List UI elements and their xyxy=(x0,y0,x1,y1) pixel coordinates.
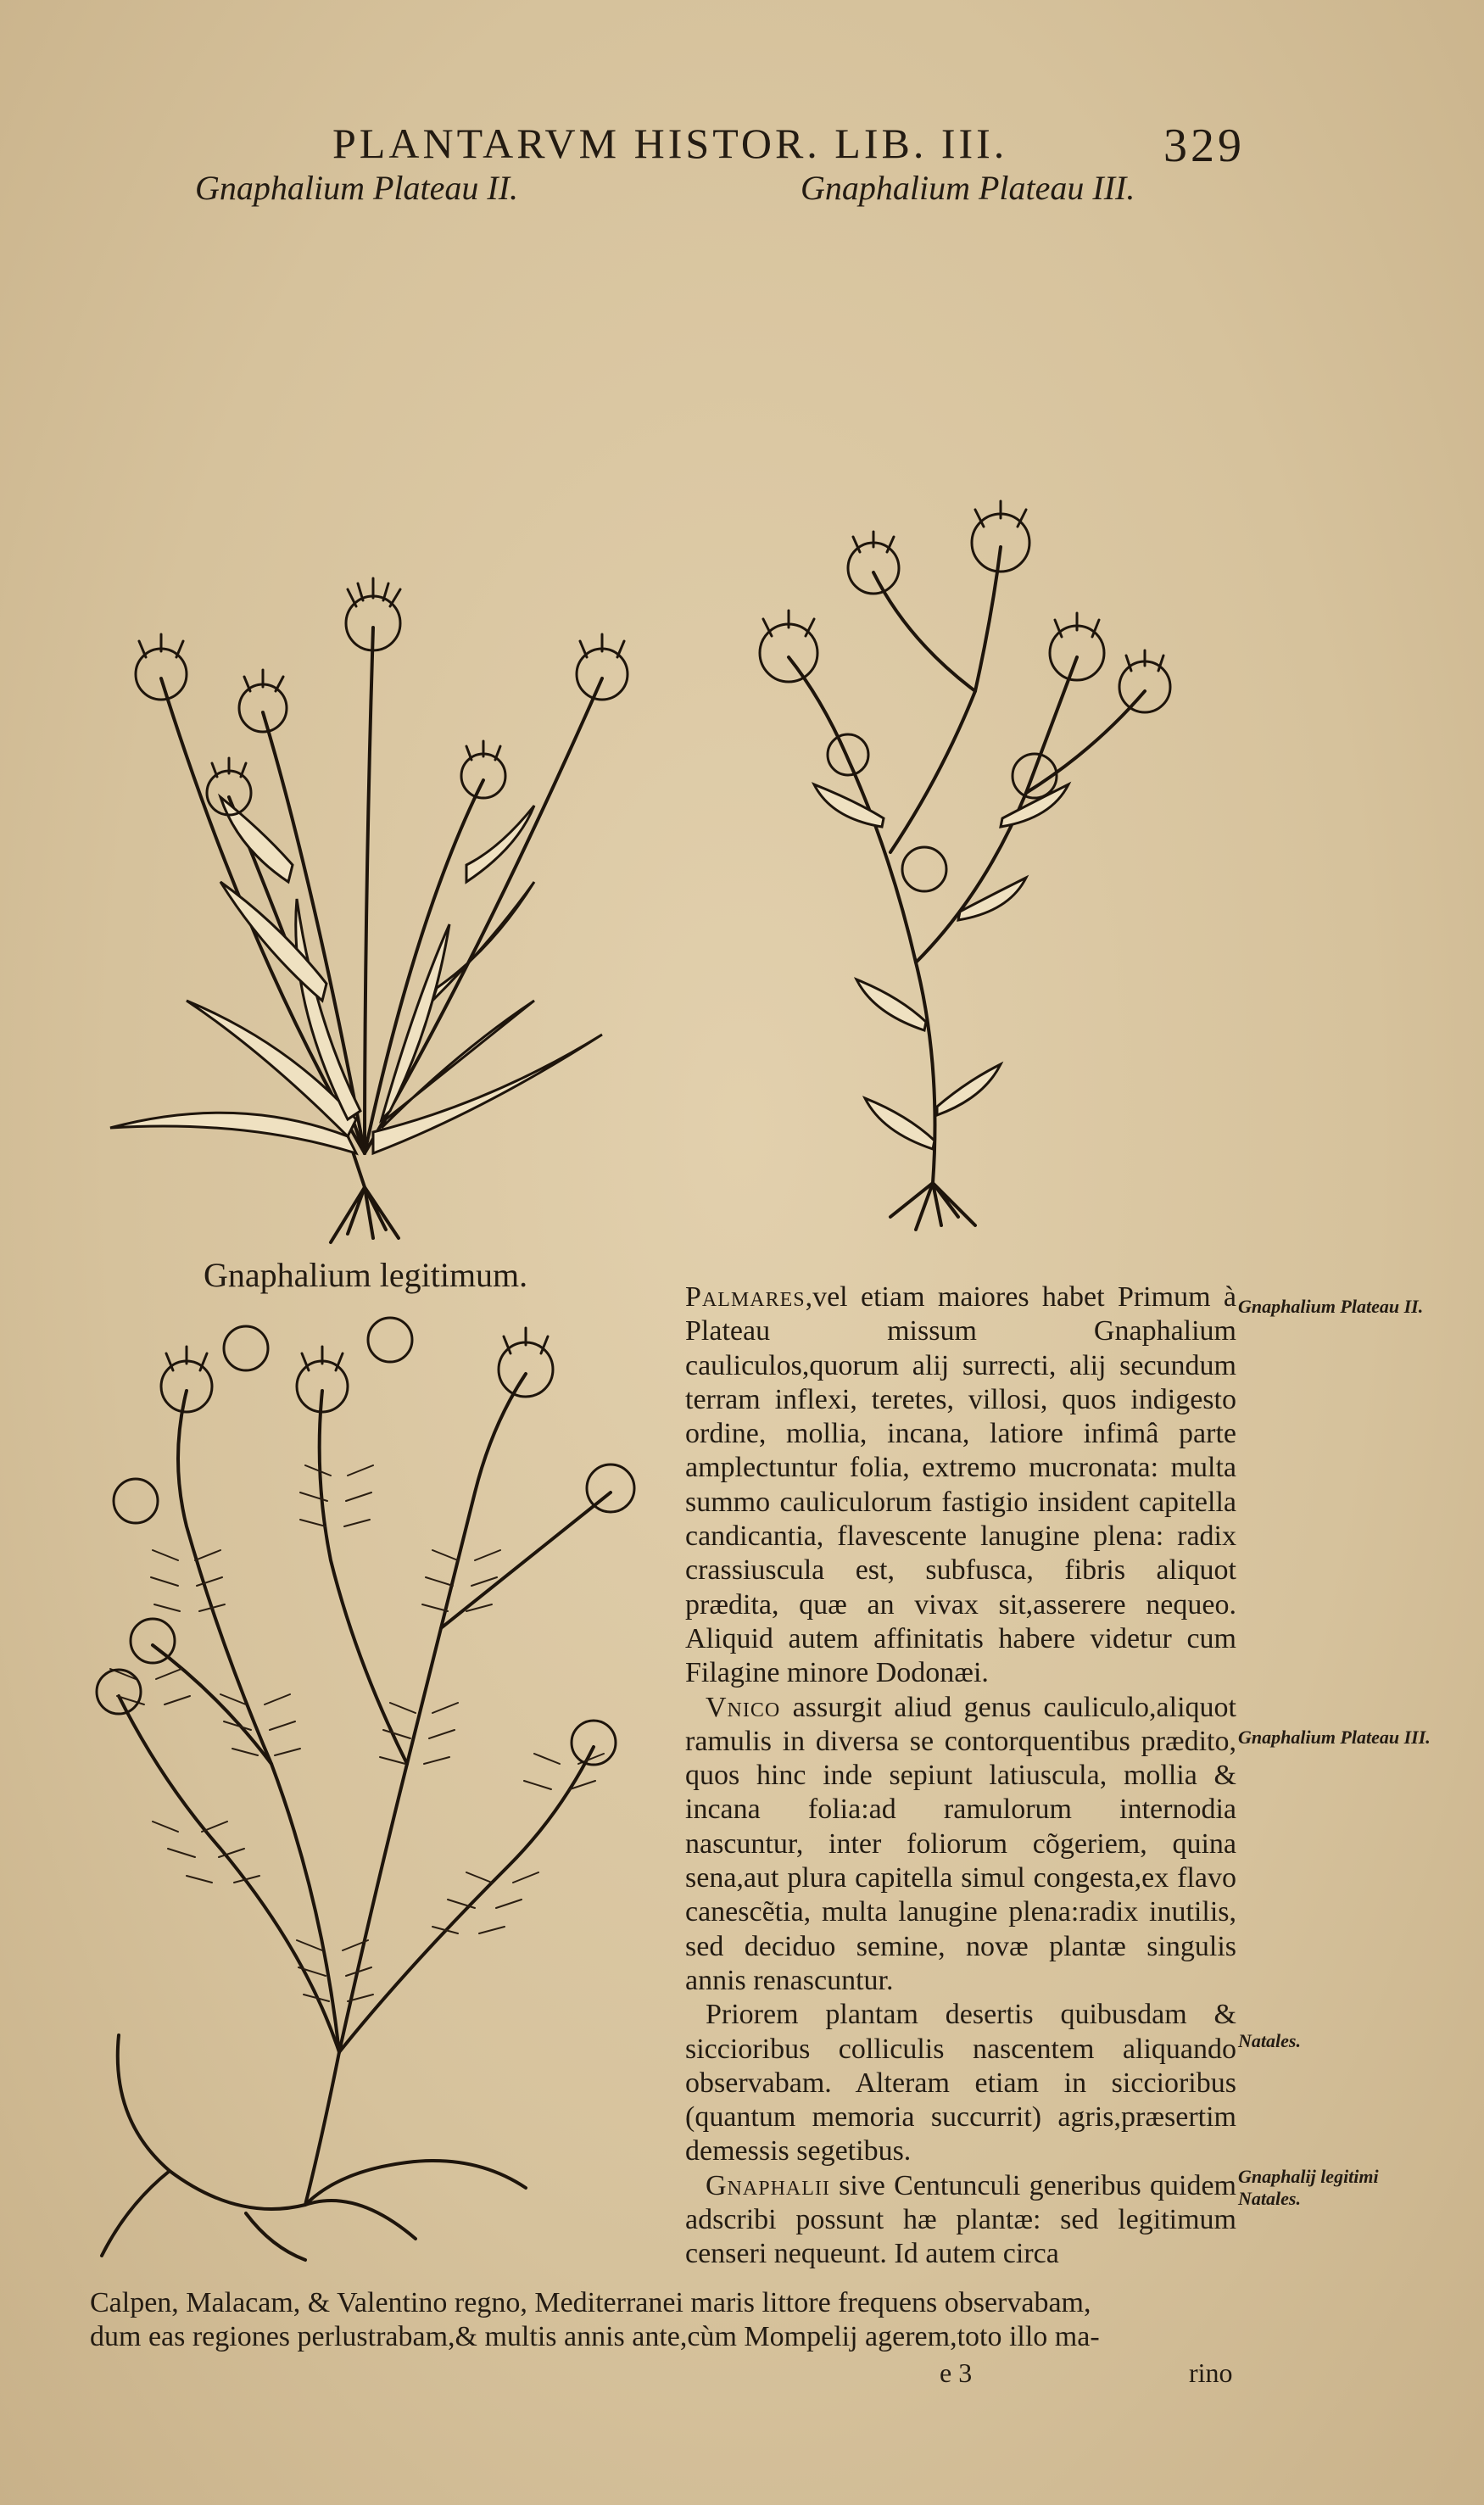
woodcut-gnaphalium-plateau-iii xyxy=(721,471,1230,1234)
signature-mark: e 3 xyxy=(940,2357,973,2388)
paragraph-lead-palmares: Palmares xyxy=(685,1281,806,1313)
paragraph-plateau-ii: Palmares,vel etiam maiores habet Primum à Plateau missum Gnaphalium cauliculos,quorum alij surrecti, alij secundum terram inflexi, teretes, villosi, quos indigesto ordine, mollia, incana, latiore infimâ parte amplectuntur folia, extremo mucronata: multa summo cauliculorum fastigio insident capitella candicantia, flavescente lanugine plena: radix crassiuscula est, subfusca, fibris aliquot prædita, quæ an vivax sit,asserere nequeo. Aliquid autem affinitatis habere videtur cum Filagine minore Dodonæi. xyxy=(685,1281,1236,1689)
figure-caption-plateau-ii: Gnaphalium Plateau II. xyxy=(195,169,519,207)
woodcut-gnaphalium-plateau-ii xyxy=(93,526,636,1247)
bottom-line-2: dum eas regiones perlustrabam,& multis annis ante,cùm Mompelij agerem,toto illo ma- xyxy=(90,2321,1100,2352)
page-number: 329 xyxy=(1163,120,1245,172)
figure-caption-legitimum: Gnaphalium legitimum. xyxy=(204,1256,528,1294)
paragraph-natales: Priorem plantam desertis quibusdam & siccioribus colliculis nascentem aliquando observabam. Alteram etiam in siccioribus (quantum memoria succurrit) agris,præsertim demessis segetibus. xyxy=(685,1999,1236,2167)
woodcut-gnaphalium-legitimum xyxy=(51,1306,678,2264)
paragraph-plateau-iii: Vnico assurgit aliud genus cauliculo,aliquot ramulis in diversa se contorquentibus prædito, quos hinc inde sepiunt latiuscula, mollia & incana folia:ad ramulorum internodia nascuntur, inter foliorum cõgeriem, quina sena,aut plura capitella simul congesta,ex flavo canescẽtia, multa lanugine plena:radix inutilis, sed deciduo semine, novæ plantæ singulis annis renascuntur. xyxy=(685,1691,1236,1996)
running-title: PLANTARVM HISTOR. LIB. III. xyxy=(332,120,1008,167)
bottom-line-1: Calpen, Malacam, & Valentino regno, Mediterranei maris littore frequens observabam, xyxy=(90,2287,1091,2318)
catchword: rino xyxy=(1189,2357,1233,2388)
paragraph-lead-gnaphalii: Gnaphalii xyxy=(706,2169,830,2201)
bottom-text-block xyxy=(90,2286,1243,2354)
margin-note-plateau-ii: Gnaphalium Plateau II. xyxy=(1238,1296,1424,1317)
margin-note-legitimi-natales: Gnaphalij legitimi Natales. xyxy=(1238,2166,1379,2209)
paragraph-gnaphalii: Gnaphalii sive Centunculi generibus quidem adscribi possunt hæ plantæ: sed legitimum censeri nequeunt. Id autem circa xyxy=(685,2169,1236,2270)
margin-note-natales: Natales. xyxy=(1238,2030,1301,2051)
margin-note-plateau-iii: Gnaphalium Plateau III. xyxy=(1238,1727,1431,1748)
main-text-column xyxy=(685,1280,1236,2272)
figure-caption-plateau-iii: Gnaphalium Plateau III. xyxy=(801,169,1135,207)
paragraph-lead-vnico: Vnico xyxy=(706,1691,781,1723)
